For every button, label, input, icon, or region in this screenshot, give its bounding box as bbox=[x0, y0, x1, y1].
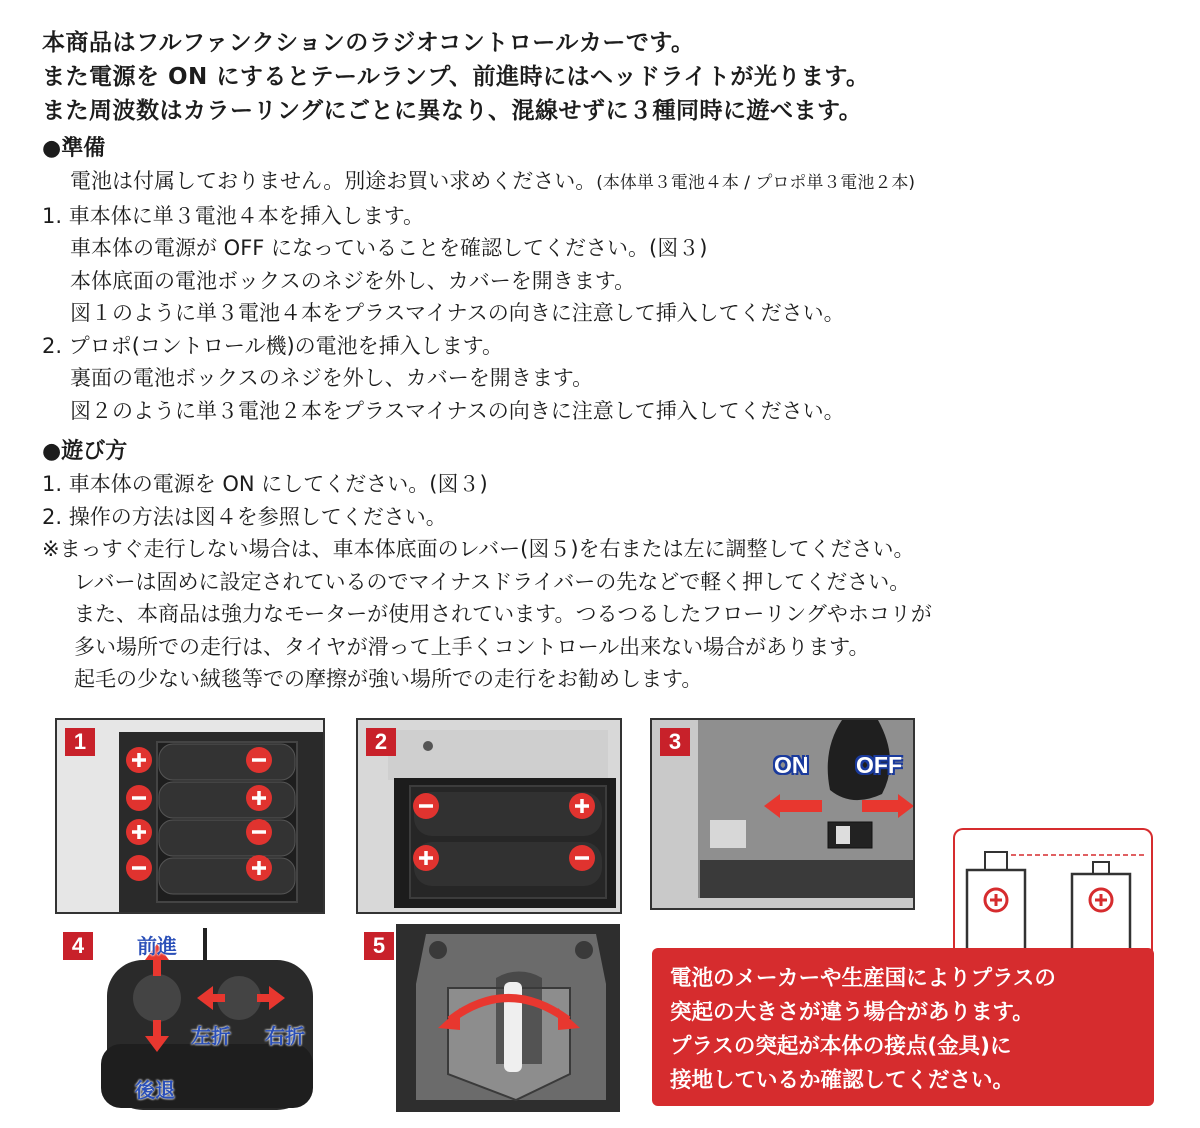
figure-1-photo bbox=[57, 720, 325, 914]
figure-2 bbox=[356, 718, 622, 914]
figure-4 bbox=[55, 924, 325, 1114]
warning-line-3: プラスの突起が本体の接点(金具)に bbox=[670, 1034, 1012, 1059]
play-step-2: 2. 操作の方法は図４を参照してください。 bbox=[42, 504, 447, 529]
figure-5-photo bbox=[356, 924, 620, 1112]
figure-4-forward-label: 前進 bbox=[137, 936, 177, 958]
play-note-line-3: 多い場所での走行は、タイヤが滑って上手くコントロール出来ない場合があります。 bbox=[74, 634, 870, 659]
figure-3-number: 3 bbox=[660, 728, 690, 756]
prep-step-1-line-2: 本体底面の電池ボックスのネジを外し、カバーを開きます。 bbox=[70, 268, 636, 293]
figure-4-number: 4 bbox=[63, 932, 93, 960]
figure-5 bbox=[356, 924, 620, 1112]
warning-line-2: 突起の大きさが違う場合があります。 bbox=[670, 1000, 1034, 1025]
intro-line-2: また電源を ON にするとテールランプ、前進時にはヘッドライトが光ります。 bbox=[42, 64, 870, 90]
battery-large-terminal-icon bbox=[967, 852, 1025, 954]
figure-1 bbox=[55, 718, 325, 914]
intro-block bbox=[42, 26, 1172, 128]
prep-section bbox=[42, 133, 1182, 427]
figure-3-photo bbox=[652, 720, 915, 910]
prep-step-2-line-2: 図２のように単３電池２本をプラスマイナスの向きに注意して挿入してください。 bbox=[70, 398, 845, 423]
figure-4-right-label: 右折 bbox=[265, 1026, 305, 1048]
play-section bbox=[42, 436, 1182, 696]
prep-heading: ●準備 bbox=[42, 136, 106, 161]
prep-step-2-line-1: 裏面の電池ボックスのネジを外し、カバーを開きます。 bbox=[70, 366, 594, 390]
figure-2-photo bbox=[358, 720, 622, 914]
figure-3 bbox=[650, 718, 915, 910]
figure-4-back-label: 後退 bbox=[135, 1080, 175, 1102]
play-note-line-4: 起毛の少ない絨毯等での摩擦が強い場所での走行をお勧めします。 bbox=[74, 667, 703, 691]
figure-4-photo bbox=[55, 924, 325, 1114]
intro-line-3: また周波数はカラーリングにごとに異なり、混線せずに３種同時に遊べます。 bbox=[42, 98, 863, 124]
warning-line-4: 接地しているか確認してください。 bbox=[670, 1068, 1015, 1093]
warning-line-1: 電池のメーカーや生産国によりプラスの bbox=[670, 966, 1056, 991]
figure-3-off-label: OFF bbox=[856, 752, 902, 778]
prep-step-1-title: 1. 車本体に単３電池４本を挿入します。 bbox=[42, 203, 425, 228]
prep-note bbox=[42, 165, 1182, 200]
battery-small-terminal-icon bbox=[1072, 862, 1130, 954]
battery-warning-note bbox=[652, 948, 1154, 1106]
play-step-1: 1. 車本体の電源を ON にしてください。(図３) bbox=[42, 472, 488, 496]
prep-step-2-title: 2. プロポ(コントロール機)の電池を挿入します。 bbox=[42, 333, 503, 358]
prep-note-small: (本体単３電池４本 / プロポ単３電池２本) bbox=[596, 173, 916, 193]
play-note-line-1: レバーは固めに設定されているのでマイナスドライバーの先などで軽く押してください。 bbox=[74, 569, 911, 594]
prep-note-main: 電池は付属しておりません。別途お買い求めください。 bbox=[70, 169, 597, 193]
figure-3-on-label: ON bbox=[774, 752, 809, 778]
prep-step-1-line-3: 図１のように単３電池４本をプラスマイナスの向きに注意して挿入してください。 bbox=[70, 301, 845, 325]
figure-4-left-label: 左折 bbox=[191, 1026, 231, 1048]
play-heading: ●遊び方 bbox=[42, 439, 128, 464]
figure-2-number: 2 bbox=[366, 728, 396, 756]
prep-step-1-line-1: 車本体の電源が OFF になっていることを確認してください。(図３) bbox=[70, 236, 708, 260]
intro-line-1: 本商品はフルファンクションのラジオコントロールカーです。 bbox=[42, 30, 695, 56]
play-note-first: ※まっすぐ走行しない場合は、車本体底面のレバー(図５)を右または左に調整してください。 bbox=[42, 537, 915, 561]
play-note-line-2: また、本商品は強力なモーターが使用されています。つるつるしたフローリングやホコリが bbox=[74, 602, 932, 626]
figure-5-number: 5 bbox=[364, 932, 394, 960]
battery-terminal-diagram bbox=[953, 828, 1153, 954]
figure-1-number: 1 bbox=[65, 728, 95, 756]
